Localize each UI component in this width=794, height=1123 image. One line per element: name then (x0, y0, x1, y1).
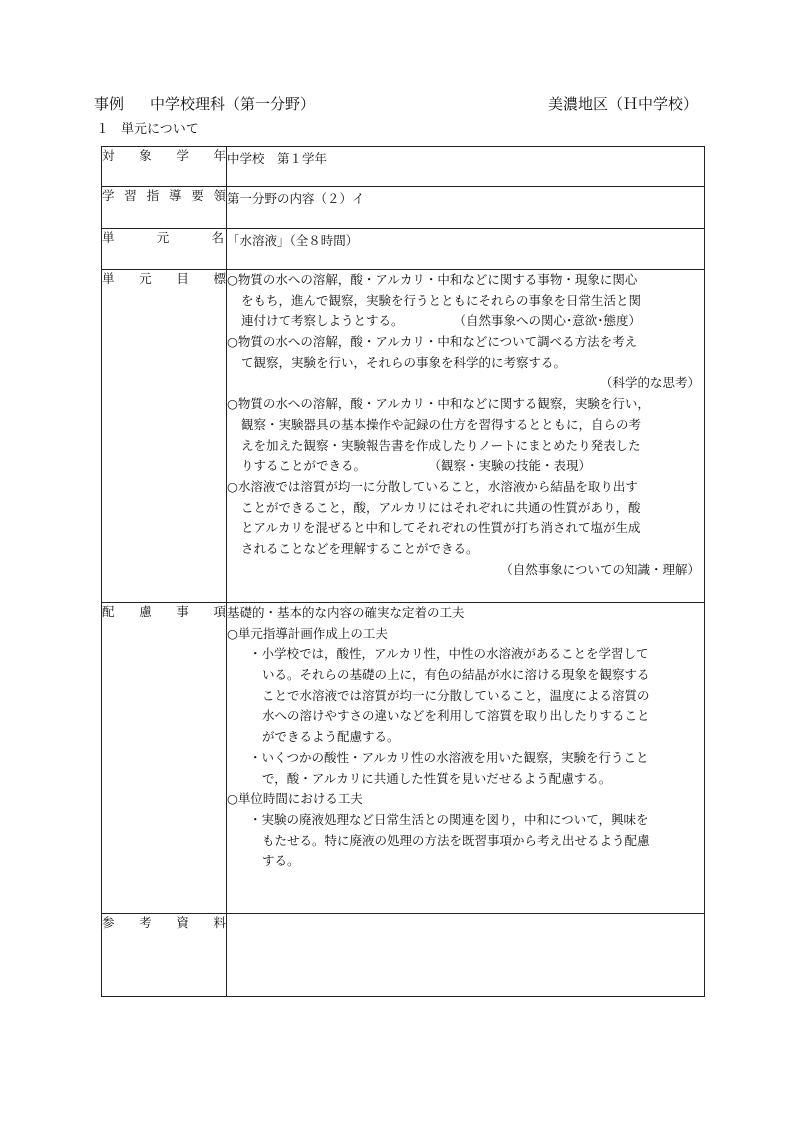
considerations-line: 水への溶けやすさの違いなどを利用して溶質を取り出したりすること (262, 708, 650, 724)
label-char: 料 (213, 915, 226, 930)
considerations-line: ができるよう配慮する。 (262, 729, 400, 745)
unit-name-text: 「水溶液」（全８時間） (227, 233, 359, 248)
section-title: 単元について (121, 122, 199, 137)
objective-interest (227, 270, 704, 332)
row-references (102, 914, 705, 997)
considerations-line: いる。それらの基礎の上に，有色の結晶が水に溶ける現象を観察する (262, 667, 650, 683)
label-char: 元 (139, 271, 152, 286)
label-char: 習 (124, 188, 137, 203)
page-title: 中学校理科（第一分野） (150, 95, 316, 113)
label-char: 領 (213, 188, 226, 203)
objective-line: ○水溶液では溶質が均一に分散していること，水溶液から結晶を取り出す (227, 478, 638, 494)
value-unit-name (227, 229, 705, 270)
label-char: 慮 (139, 604, 152, 619)
objective-line: ○物質の水への溶解，酸・アルカリ・中和などについて調べる方法を考え (227, 334, 638, 350)
label-char: 項 (213, 604, 226, 619)
region-school: 美濃地区（Ｈ中学校） (547, 95, 698, 113)
considerations-line: ・いくつかの酸性・アルカリ性の水溶液を用いた観察，実験を行うこと (249, 749, 649, 765)
objective-thinking (227, 332, 704, 394)
label-char: 要 (191, 188, 204, 203)
objective-line: されることなどを理解することができる。 (241, 540, 479, 556)
page-header (94, 93, 698, 115)
objective-line: 観察・実験器具の基本操作や記録の仕方を習得するとともに，自らの考 (241, 416, 642, 432)
label-curriculum-guideline (102, 187, 227, 229)
label-char: 学 (102, 188, 115, 203)
objective-line: りすることができる。 （観察・実験の技能・表現） (241, 458, 592, 474)
label-char: 配 (102, 604, 115, 619)
row-target-grade (102, 147, 705, 187)
considerations-heading: 基礎的・基本的な内容の確実な定着の工夫 (227, 605, 465, 620)
label-char: 指 (146, 188, 160, 203)
label-unit-name (102, 229, 227, 270)
label-char: 目 (176, 271, 189, 286)
value-considerations (227, 603, 705, 914)
objective-skills (227, 394, 704, 477)
objective-line: 連付けて考察しようとする。 （自然事象への関心･意欲･態度） (241, 313, 642, 329)
target-grade-text: 中学校 第１学年 (227, 151, 328, 166)
value-curriculum-guideline (227, 187, 705, 229)
label-char: 資 (176, 915, 189, 930)
value-unit-goals (227, 270, 705, 603)
objective-line: ○物質の水への溶解，酸・アルカリ・中和などに関する観察，実験を行い， (227, 396, 650, 412)
label-char: 年 (213, 148, 226, 163)
label-char: 導 (168, 188, 182, 203)
label-char: 名 (211, 230, 224, 245)
row-considerations (102, 603, 705, 914)
row-unit-goals (102, 270, 705, 603)
label-considerations (102, 603, 227, 914)
considerations-line: で，酸・アルカリに共通した性質を見いだせるよう配慮する。 (262, 770, 612, 786)
objective-line: て観察，実験を行い，それらの事象を科学的に考察する。 (241, 354, 567, 370)
objective-category: （自然事象についての知識・理解） (500, 561, 700, 577)
label-unit-goals (102, 270, 227, 603)
considerations-line: する。 (262, 853, 300, 869)
label-char: 考 (139, 915, 152, 930)
label-char: 学 (176, 148, 189, 163)
considerations-line: もたせる。特に廃液の処理の方法を既習事項から考え出せるよう配慮 (262, 832, 650, 848)
unit-table (101, 146, 705, 997)
objective-line: えを加えた観察・実験報告書を作成したりノートにまとめたり発表した (241, 437, 641, 453)
objective-knowledge (227, 477, 704, 580)
considerations-line: ・小学校では，酸性，アルカリ性，中性の水溶液があることを学習して (249, 646, 649, 662)
value-target-grade (227, 147, 705, 187)
row-unit-name (102, 229, 705, 270)
objective-line: ○物質の水への溶解，酸・アルカリ・中和などに関する事物・現象に関心 (227, 272, 638, 287)
header-left (94, 93, 315, 114)
label-char: 標 (213, 271, 226, 286)
label-char: 単 (102, 230, 115, 245)
considerations-line: ことで水溶液では溶質が均一に分散していること，温度による溶質の (262, 687, 650, 703)
objective-line: をもち，進んで観察，実験を行うとともにそれらの事象を日常生活と関 (241, 292, 642, 308)
case-label: 事例 (94, 95, 125, 113)
section-number: １ (96, 122, 110, 137)
label-char: 事 (176, 604, 189, 619)
objective-line: ことができること，酸，アルカリにはそれぞれに共通の性質があり，酸 (241, 499, 641, 515)
label-char: 対 (102, 148, 115, 163)
curriculum-guideline-text: 第一分野の内容（２）イ (227, 191, 365, 206)
label-char: 単 (102, 271, 115, 286)
label-char: 象 (139, 148, 152, 163)
row-curriculum-guideline (102, 187, 705, 229)
label-char: 参 (102, 915, 115, 930)
label-references (102, 914, 227, 997)
considerations-subheading: ○単位時間における工夫 (227, 791, 363, 807)
value-references (227, 914, 705, 997)
references-text (227, 914, 704, 935)
label-target-grade (102, 147, 227, 187)
section-heading (96, 118, 199, 137)
objective-line: とアルカリを混ぜると中和してそれぞれの性質が打ち消されて塩が生成 (241, 520, 641, 536)
objective-category: （科学的な思考） (599, 375, 700, 391)
label-char: 元 (156, 230, 170, 245)
considerations-subheading: ○単元指導計画作成上の工夫 (227, 625, 388, 641)
considerations-line: ・実験の廃液処理など日常生活との関連を図り，中和について，興味を (249, 811, 649, 827)
